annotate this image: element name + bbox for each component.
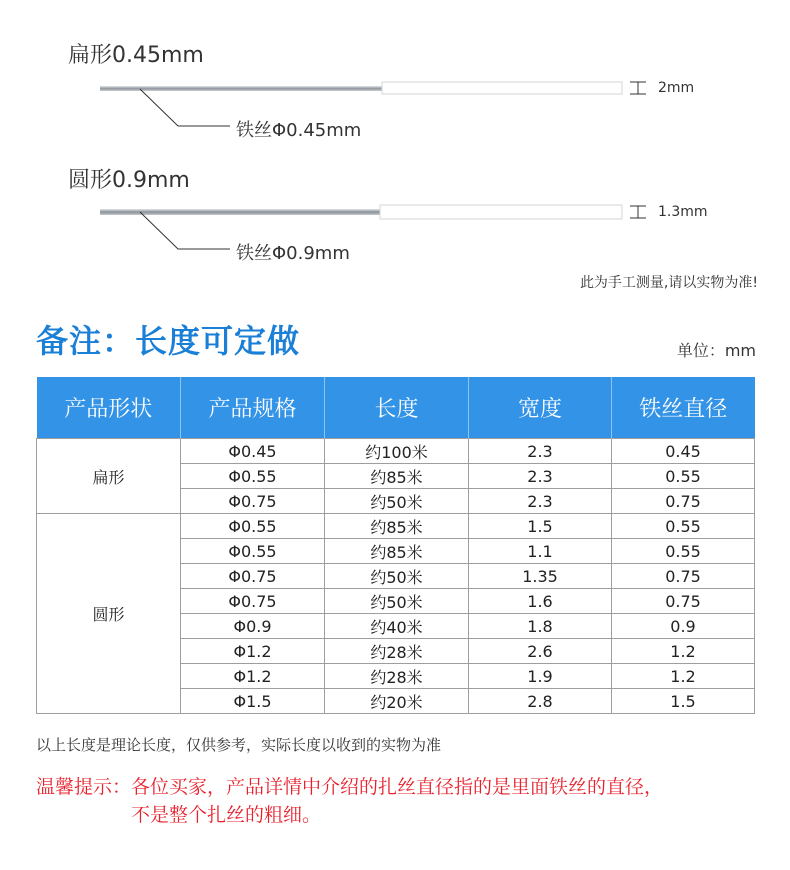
shape-cell: 圆形 [37,514,181,714]
table-row [37,439,755,464]
length-cell: 约40米 [325,614,469,639]
length-cell: 约50米 [325,589,469,614]
length-cell: 约28米 [325,639,469,664]
wire-diameter-cell: 0.55 [612,464,755,489]
length-cell: 约50米 [325,489,469,514]
width-cell: 2.6 [469,639,612,664]
wire-diameter-cell: 0.55 [612,539,755,564]
spec-cell: Φ0.55 [181,464,325,489]
wire-diameter-cell: 0.75 [612,564,755,589]
width-cell: 2.8 [469,689,612,714]
unit-label: 单位：mm [676,341,756,360]
wire-diameter-cell: 0.9 [612,614,755,639]
wire-diameter-cell: 0.75 [612,589,755,614]
spec-cell: Φ0.75 [181,489,325,514]
spec-cell: Φ0.9 [181,614,325,639]
header-spec: 产品规格 [181,377,325,439]
header-width: 宽度 [469,377,612,439]
width-cell: 2.3 [469,464,612,489]
spec-cell: Φ0.75 [181,589,325,614]
wire-diameter-cell: 1.2 [612,639,755,664]
width-cell: 1.9 [469,664,612,689]
wire-diameter-cell: 0.45 [612,439,755,464]
length-cell: 约85米 [325,464,469,489]
width-cell: 1.5 [469,514,612,539]
table-row [37,514,755,539]
width-cell: 1.35 [469,564,612,589]
wire-diameter-cell: 1.5 [612,689,755,714]
wire-flat-dimension: 2mm [658,80,695,96]
spec-cell: Φ1.2 [181,639,325,664]
width-cell: 2.3 [469,489,612,514]
spec-cell: Φ0.55 [181,539,325,564]
wire-flat-title: 扁形0.45mm [68,43,204,68]
spec-cell: Φ1.5 [181,689,325,714]
wire-round-title: 圆形0.9mm [68,168,190,193]
spec-cell: Φ1.2 [181,664,325,689]
iron-wire-core [100,86,382,91]
length-cell: 约85米 [325,514,469,539]
length-cell: 约85米 [325,539,469,564]
table-body [37,439,755,714]
wire-diameter-cell: 1.2 [612,664,755,689]
spec-cell: Φ0.75 [181,564,325,589]
length-cell: 约20米 [325,689,469,714]
spec-table [36,377,755,714]
plastic-coating [382,82,622,94]
width-cell: 1.1 [469,539,612,564]
page-heading: 备注：长度可定做 [36,322,301,360]
shape-cell: 扁形 [37,439,181,514]
length-cell: 约100米 [325,439,469,464]
measure-note: 此为手工测量,请以实物为准! [579,275,758,291]
width-cell: 2.3 [469,439,612,464]
width-cell: 1.8 [469,614,612,639]
table-header-row [37,377,755,439]
wire-round-dimension: 1.3mm [658,204,708,220]
length-cell: 约28米 [325,664,469,689]
width-cell: 1.6 [469,589,612,614]
wire-diameter-cell: 0.55 [612,514,755,539]
header-wire-diameter: 铁丝直径 [612,377,755,439]
spec-cell: Φ0.45 [181,439,325,464]
plastic-coating [380,205,622,219]
wire-flat-callout: 铁丝Φ0.45mm [236,120,362,141]
header-shape: 产品形状 [37,377,181,439]
wire-round-callout: 铁丝Φ0.9mm [236,243,350,264]
header-length: 长度 [325,377,469,439]
wire-diameter-cell: 0.75 [612,489,755,514]
footnote: 以上长度是理论长度，仅供参考，实际长度以收到的实物为准 [36,736,442,754]
length-cell: 约50米 [325,564,469,589]
tip-line-2: 不是整个扎丝的粗细。 [131,804,322,826]
tip-line-1: 温馨提示：各位买家，产品详情中介绍的扎丝直径指的是里面铁丝的直径， [36,776,664,798]
spec-cell: Φ0.55 [181,514,325,539]
